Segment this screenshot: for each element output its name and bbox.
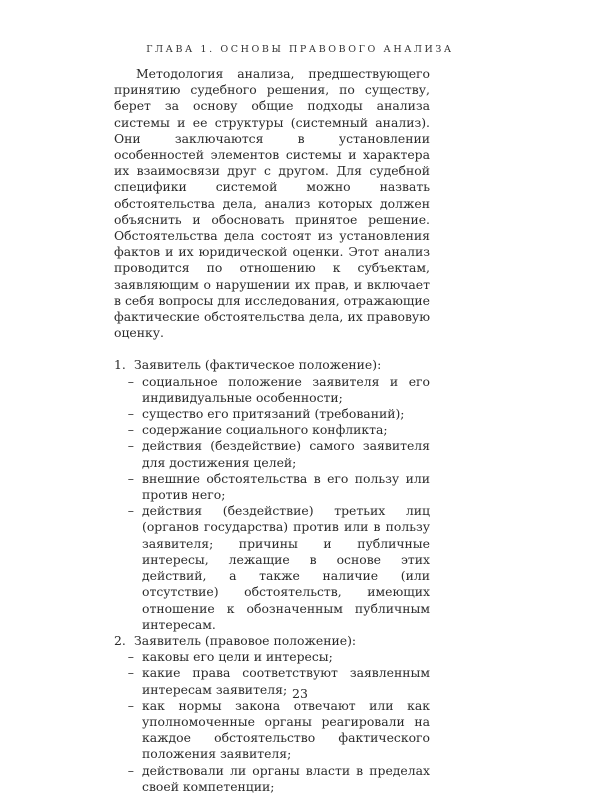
sub-item-text: социальное положение заявителя и его индивидуальные особенности; [142,373,430,405]
dash-bullet: – [127,762,134,778]
sub-item-text: какие права соответствуют заявленным интересам заявителя; [142,665,430,697]
dash-bullet: – [127,503,134,519]
list-item [114,357,430,632]
sub-list-item [114,374,430,406]
dash-bullet: – [127,438,134,454]
sub-list [114,374,430,633]
list-item-number: 2. [114,632,126,648]
sub-item-text: существо его притязаний (требований); [142,406,405,422]
list-item-heading [114,357,430,373]
sub-list-item [114,406,430,422]
dash-bullet: – [127,422,134,438]
dash-bullet: – [127,373,134,389]
sub-item-text: как нормы закона отвечают или как уполномоченные органы реагировали на каждое обстоятельство фактического положения заявителя; [142,697,430,762]
sub-list [114,649,430,795]
list-item-title: Заявитель (правовое положение): [134,632,357,648]
sub-list-item [114,503,430,633]
dash-bullet: – [127,470,134,486]
list-item-heading [114,633,430,649]
sub-list-item [114,422,430,438]
sub-list-item [114,649,430,665]
dash-bullet: – [127,406,134,422]
sub-list-item [114,763,430,795]
sub-item-text: действия (бездействие) третьих лиц (органов государства) против или в пользу заявителя; причины и публичные интересы, лежащие в основе этих действий, а также наличие (или отсутствие) обстоятельств, имеющих отношение к обозначенным публичным интересам. [142,503,430,632]
sub-item-text: содержание социального конфликта; [142,422,388,438]
sub-item-text: каковы его цели и интересы; [142,649,333,665]
sub-item-text: внешние обстоятельства в его пользу или против него; [142,470,430,503]
list-item-title: Заявитель (фактическое положение): [134,357,382,373]
sub-list-item [114,698,430,763]
list-item-number: 1. [114,357,126,373]
intro-paragraph: Методология анализа, предшествующего принятию судебного решения, по существу, берет за основу общие подходы анализа системы и ее структуры (системный анализ). Они заключаются в установлении особенностей элементов системы и характера их взаимосвязи друг с другом. Для судебной специфики системой можно назвать обстоятельства дела, анализ которых должен объяснить и обосновать принятое решение. Обстоятельства дела состоят из установления фактов и их юридической оценки. Этот анализ проводится по отношению к субъектам, заявляющим о нарушении их прав, и включает в себя вопросы для исследования, отражающие фактические обстоятельства дела, их правовую оценку. [114,66,430,341]
running-header: ГЛАВА 1. ОСНОВЫ ПРАВОВОГО АНАЛИЗА [146,44,454,55]
sub-item-text: действия (бездействие) самого заявителя для достижения целей; [142,438,430,470]
page-number: 23 [292,686,308,701]
numbered-list [114,357,430,794]
dash-bullet: – [127,665,134,681]
dash-bullet: – [127,697,134,713]
sub-item-text: действовали ли органы власти в пределах своей компетенции; [142,762,430,794]
dash-bullet: – [127,649,134,665]
sub-list-item [114,438,430,470]
list-item [114,633,430,795]
sub-list-item [114,471,430,503]
